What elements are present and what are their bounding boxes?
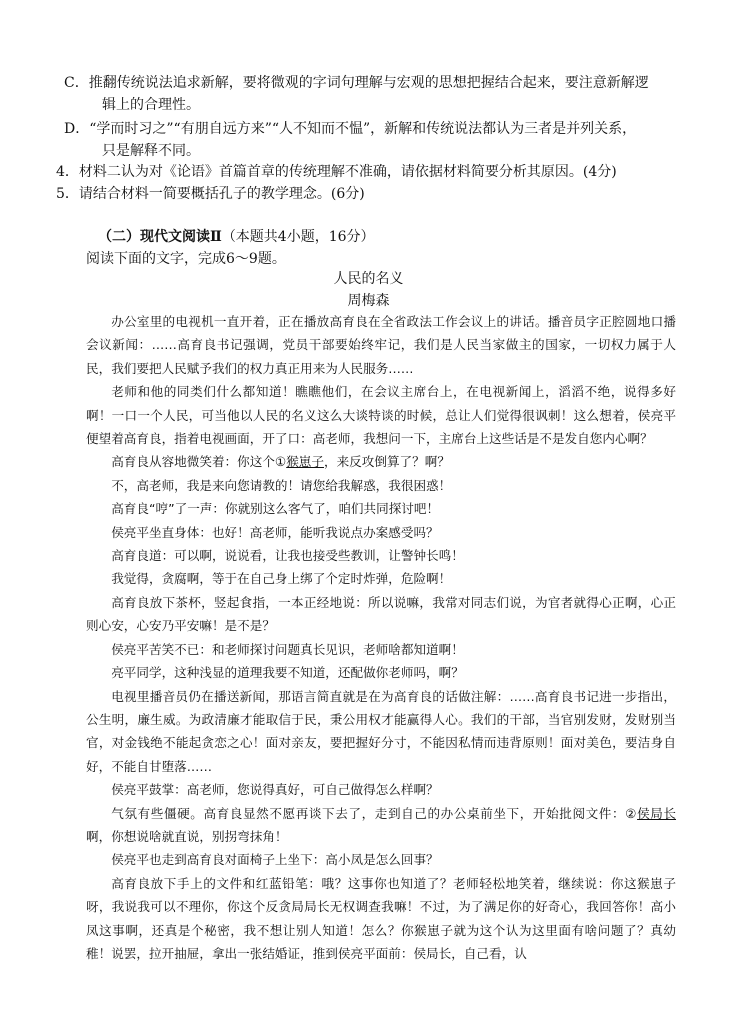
section-note: （本题共4小题，16分） (221, 229, 375, 245)
paragraph: 气氛有些僵硬。高育良显然不愿再谈下去了，走到自己的办公桌前坐下，开始批阅文件：②侯局长啊，你想说啥就直说，别拐弯抹角！ (86, 805, 677, 844)
paragraph: 侯亮平鼓掌：高老师，您说得真好，可自己做得怎么样啊？ (111, 782, 439, 798)
paragraph: 不，高老师，我是来向您请教的！请您给我解惑，我很困惑！ (111, 477, 452, 493)
paragraph: 电视里播音员仍在播送新闻，那语言简直就是在为高育良的话做注解：……高育良书记进一步指出，公生明，廉生威。为政清廉才能取信于民，秉公用权才能赢得人心。我们的干部，当官别发财，发财别当官，对金钱绝不能起贪恋之心！面对亲友，要把握好分寸，不能因私情而违背原则！面对美色，要洁身自好，不能自甘堕落…… (86, 688, 676, 774)
option-d (64, 118, 636, 162)
annotation-marker-2: ② (625, 805, 638, 821)
paragraph: 办公室里的电视机一直开着，正在播放高育良在全省政法工作会议上的讲话。播音员字正腔圆地口播会议新闻：……高育良书记强调，党员干部要始终牢记，我们是人民当家做主的国家，一切权力属于人民，我们要把人民赋予我们的权力真正用来为人民服务…… (86, 314, 676, 376)
paragraph: 高育良“哼”了一声：你就别这么客气了，咱们共同探讨吧！ (111, 501, 440, 517)
section-title: （二）现代文阅读Ⅱ (98, 229, 222, 245)
paragraph: 高育良从容地微笑着：你这个①猴崽子，来反攻倒算了？啊？ (111, 454, 450, 470)
section-heading (98, 226, 375, 246)
option-d-line1: D．“学而时习之”“有朋自远方来”“人不知而不愠”，新解和传统说法都认为三者是并列关系， (64, 121, 637, 137)
paragraph: 亮平同学，这种浅显的道理我要不知道，还配做你老师吗，啊？ (111, 665, 464, 681)
paragraph: 高育良道：可以啊，说说看，让我也接受些教训，让警钟长鸣！ (111, 548, 464, 564)
option-c-line2: 辑上的合理性。 (102, 97, 200, 113)
story-body (86, 310, 676, 965)
paragraph: 侯亮平也走到高育良对面椅子上坐下：高小凤是怎么回事？ (111, 852, 439, 868)
paragraph: 老师和他的同类们什么都知道！瞧瞧他们，在会议主席台上，在电视新闻上，滔滔不绝，说得多好啊！一口一个人民，可当他以人民的名义这么大谈特谈的时候，总让人们觉得很讽刺！这么想着，侯亮平便望着高育良，指着电视画面，开了口：高老师，我想问一下，主席台上这些话是不是发自您内心啊？ (86, 384, 676, 447)
paragraph: 高育良放下手上的文件和红蓝铅笔：哦？这事你也知道了？老师轻松地笑着，继续说：你这猴崽子呀，我说我可以不理你，你这个反贪局局长无权调查我嘛！不过，为了满足你的好奇心，我回答你！高小凤这事啊，还真是个秘密，我不想让别人知道！怎么？你猴崽子就为这个认为这里面有啥问题了？真幼稚！说罢，拉开抽屉，拿出一张结婚证，推到侯亮平面前：侯局长，自己看，认 (86, 875, 676, 961)
paragraph: 侯亮平坐直身体：也好！高老师，能听我说点办案感受吗？ (111, 524, 439, 540)
option-c-line1: C．推翻传统说法追求新解，要将微观的字词句理解与宏观的思想把握结合起来，要注意新解逻 (64, 75, 649, 91)
story-author: 周梅森 (347, 293, 390, 309)
story-title: 人民的名义 (333, 271, 404, 287)
paragraph: 侯亮平苦笑不已：和老师探讨问题真长见识，老师啥都知道啊！ (111, 641, 464, 657)
question-4: 4．材料二认为对《论语》首篇首章的传统理解不准确，请依据材料简要分析其原因。(4分) (56, 164, 617, 180)
underlined-term-2: 侯局长 (637, 805, 677, 821)
annotation-marker-1: ① (274, 454, 287, 470)
option-d-line2: 只是解释不同。 (102, 143, 200, 159)
option-c (64, 72, 649, 116)
paragraph: 我觉得，贪腐啊，等于在自己身上绑了个定时炸弹，危险啊！ (111, 571, 452, 587)
question-5: 5．请结合材料一简要概括孔子的教学理念。(6分) (56, 186, 365, 202)
paragraph: 高育良放下茶杯，竖起食指，一本正经地说：所以说嘛，我常对同志们说，为官者就得心正啊，心正则心安，心安乃平安嘛！是不是？ (86, 594, 676, 634)
underlined-term-1: 猴崽子 (286, 454, 324, 470)
reading-instruction: 阅读下面的文字，完成6～9题。 (86, 251, 286, 267)
